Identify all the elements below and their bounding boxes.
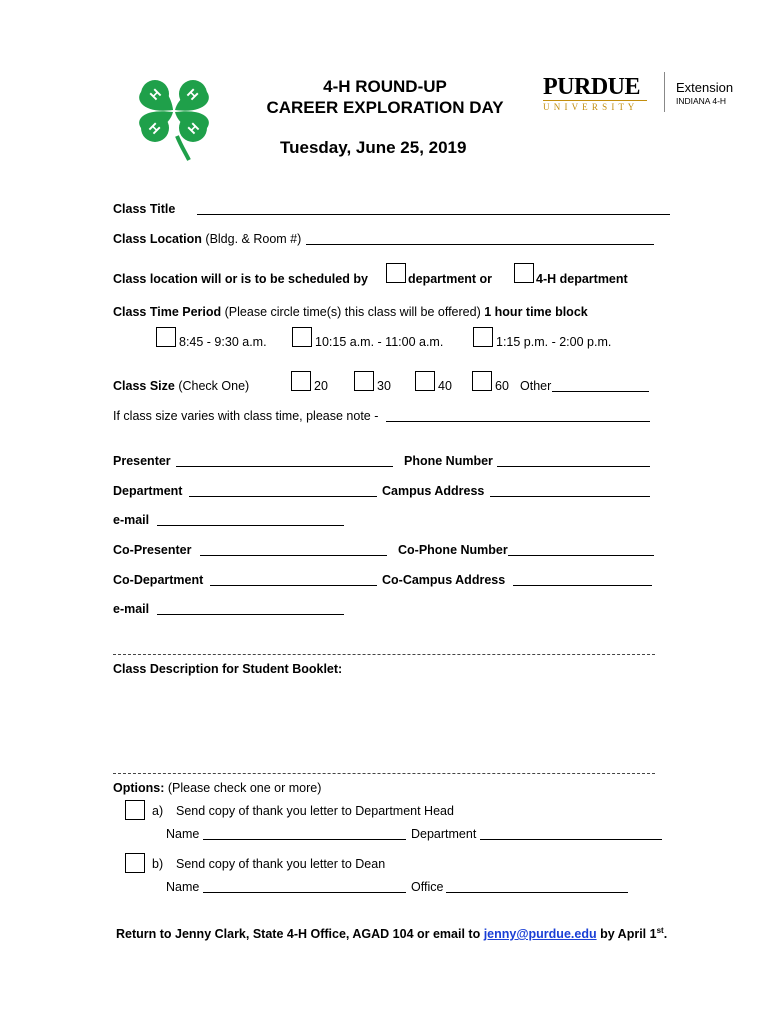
extension-sub: INDIANA 4-H (676, 96, 727, 106)
codepartment-label: Co-Department (113, 573, 204, 587)
option-b-name-label: Name (166, 880, 200, 894)
time2-checkbox[interactable] (292, 327, 312, 347)
return-email-link[interactable]: jenny@purdue.edu (483, 927, 597, 942)
option-b-checkbox[interactable] (125, 853, 145, 873)
time-period-label: Class Time Period (113, 305, 222, 319)
size60-checkbox[interactable] (472, 371, 492, 391)
return-deadline: by April 1 (600, 927, 657, 942)
size40-label: 40 (438, 379, 452, 393)
purdue-logo (543, 74, 647, 112)
option-b-letter: b) (152, 857, 164, 871)
department-label: Department (113, 484, 183, 498)
purdue-wordmark: PURDUE (543, 74, 640, 100)
option-a-dept-label: Department (411, 827, 477, 841)
campus-line[interactable] (490, 496, 650, 497)
cophone-line[interactable] (508, 555, 654, 556)
description-area[interactable] (113, 680, 655, 770)
logo-divider (664, 72, 665, 112)
cocampus-label: Co-Campus Address (382, 573, 506, 587)
cophone-label: Co-Phone Number (398, 543, 508, 557)
department-line[interactable] (189, 496, 377, 497)
svg-text:H: H (146, 119, 164, 137)
size30-checkbox[interactable] (354, 371, 374, 391)
size20-label: 20 (314, 379, 328, 393)
email-label: e-mail (113, 513, 150, 527)
campus-label: Campus Address (382, 484, 485, 498)
class-location-label: Class Location (113, 232, 202, 246)
cocampus-line[interactable] (513, 585, 652, 586)
option-a-checkbox[interactable] (125, 800, 145, 820)
purdue-university: U N I V E R S I T Y (543, 100, 647, 112)
options-row (113, 781, 321, 795)
page-title (250, 76, 520, 118)
size40-checkbox[interactable] (415, 371, 435, 391)
class-title-label: Class Title (113, 202, 176, 216)
4h-clover-logo (133, 70, 217, 162)
copresenter-line[interactable] (200, 555, 387, 556)
size-varies-line[interactable] (386, 421, 650, 422)
event-date: Tuesday, June 25, 2019 (280, 138, 467, 157)
codepartment-line[interactable] (210, 585, 377, 586)
class-size-note: (Check One) (178, 379, 250, 393)
svg-text:H: H (184, 85, 202, 103)
option-b-name-line[interactable] (203, 892, 406, 893)
coemail-label: e-mail (113, 602, 150, 616)
return-deadline-suffix: st (656, 926, 664, 935)
dashed-divider-bottom (113, 773, 655, 774)
dashed-divider-top (113, 654, 655, 655)
time-period-row (113, 305, 588, 319)
class-size-label: Class Size (113, 379, 175, 393)
department-checkbox[interactable] (386, 263, 406, 283)
time1-label: 8:45 - 9:30 a.m. (179, 335, 267, 349)
phone-line[interactable] (497, 466, 650, 467)
option-a-letter: a) (152, 804, 164, 818)
extension-label: Extension (676, 80, 734, 95)
presenter-line[interactable] (176, 466, 393, 467)
title-line-1: 4-H ROUND-UP (323, 77, 447, 96)
email-line[interactable] (157, 525, 344, 526)
return-period: . (663, 927, 668, 942)
time-period-block: 1 hour time block (484, 305, 588, 319)
coemail-line[interactable] (157, 614, 344, 615)
option-b-text: Send copy of thank you letter to Dean (176, 857, 386, 871)
option-b-office-label: Office (411, 880, 444, 894)
option-a-name-line[interactable] (203, 839, 406, 840)
scheduled-label: Class location will or is to be scheduled by (113, 272, 368, 286)
options-note: (Please check one or more) (167, 781, 322, 795)
size-varies-label: If class size varies with class time, please note - (113, 409, 379, 423)
size-other-line[interactable] (552, 391, 649, 392)
svg-text:H: H (146, 85, 164, 103)
class-location-line[interactable] (306, 244, 654, 245)
size30-label: 30 (377, 379, 391, 393)
title-line-2: CAREER EXPLORATION DAY (266, 98, 504, 117)
option-a-name-label: Name (166, 827, 200, 841)
option-a-dept-line[interactable] (480, 839, 662, 840)
return-text: Return to Jenny Clark, State 4-H Office, AGAD 104 or email to (116, 927, 481, 942)
department-option: department or (408, 272, 493, 286)
option-b-office-line[interactable] (446, 892, 628, 893)
time-period-note: (Please circle time(s) this class will be offered) (224, 305, 481, 319)
time2-label: 10:15 a.m. - 11:00 a.m. (315, 335, 444, 349)
class-title-line[interactable] (197, 214, 670, 215)
time3-checkbox[interactable] (473, 327, 493, 347)
size-other-label: Other (520, 379, 552, 393)
copresenter-label: Co-Presenter (113, 543, 192, 557)
time1-checkbox[interactable] (156, 327, 176, 347)
class-size-row (113, 379, 249, 393)
options-label: Options: (113, 781, 165, 795)
size60-label: 60 (495, 379, 509, 393)
option-a-text: Send copy of thank you letter to Department Head (176, 804, 454, 818)
svg-text:H: H (184, 119, 202, 137)
4h-department-option: 4-H department (536, 272, 628, 286)
class-location-row (113, 232, 301, 246)
return-instructions (116, 926, 667, 941)
class-location-note: (Bldg. & Room #) (205, 232, 302, 246)
phone-label: Phone Number (404, 454, 493, 468)
size20-checkbox[interactable] (291, 371, 311, 391)
description-label: Class Description for Student Booklet: (113, 662, 343, 676)
time3-label: 1:15 p.m. - 2:00 p.m. (496, 335, 612, 349)
4h-department-checkbox[interactable] (514, 263, 534, 283)
presenter-label: Presenter (113, 454, 171, 468)
